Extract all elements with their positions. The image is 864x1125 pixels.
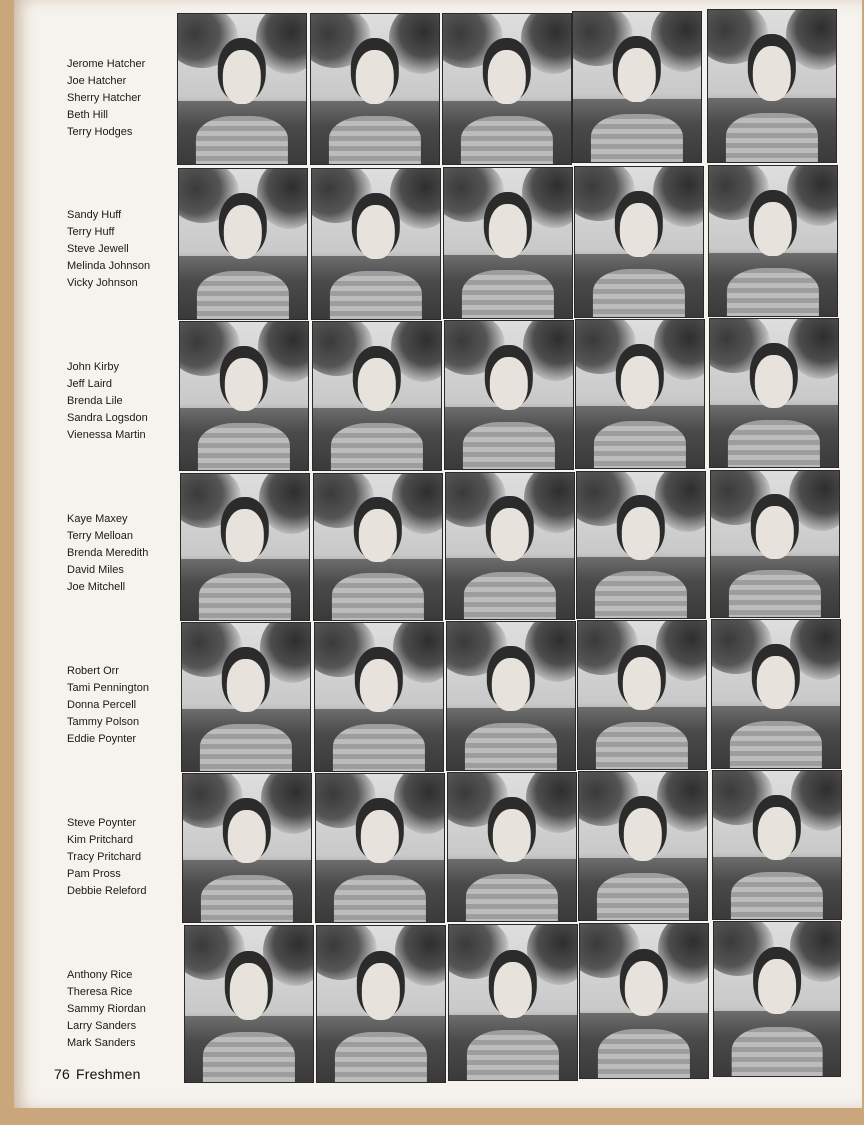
student-portrait bbox=[713, 771, 841, 919]
student-name: John Kirby bbox=[67, 361, 119, 373]
student-name: Steve Jewell bbox=[67, 243, 129, 255]
student-portrait bbox=[443, 14, 571, 164]
student-name: Terry Melloan bbox=[67, 530, 134, 542]
student-portrait bbox=[714, 922, 840, 1076]
student-portrait bbox=[316, 774, 444, 922]
student-portrait bbox=[312, 169, 440, 319]
student-portrait bbox=[578, 621, 706, 769]
student-portrait bbox=[180, 322, 308, 470]
student-portrait bbox=[182, 623, 310, 771]
student-portrait bbox=[576, 320, 704, 468]
student-portrait bbox=[711, 471, 839, 617]
student-name: Donna Percell bbox=[67, 699, 137, 711]
student-portrait bbox=[577, 472, 705, 618]
student-portrait bbox=[445, 321, 573, 469]
student-portrait bbox=[179, 169, 307, 319]
student-portrait bbox=[317, 926, 445, 1082]
student-portrait bbox=[446, 473, 574, 619]
student-name: Sandy Huff bbox=[67, 209, 122, 221]
student-name: Steve Poynter bbox=[67, 817, 137, 829]
student-name: Joe Mitchell bbox=[67, 581, 126, 593]
student-portrait bbox=[178, 14, 306, 164]
student-portrait bbox=[313, 322, 441, 470]
student-name: Tammy Polson bbox=[67, 716, 140, 728]
student-name: Anthony Rice bbox=[67, 969, 133, 981]
student-portrait bbox=[444, 168, 572, 318]
student-name: David Miles bbox=[67, 564, 124, 576]
student-name: Terry Hodges bbox=[67, 126, 133, 138]
student-portrait bbox=[580, 924, 708, 1078]
yearbook-page bbox=[14, 0, 862, 1108]
name-list bbox=[67, 511, 182, 596]
student-portrait bbox=[314, 474, 442, 620]
student-name: Kaye Maxey bbox=[67, 513, 128, 525]
student-name: Sammy Riordan bbox=[67, 1003, 146, 1015]
student-name: Joe Hatcher bbox=[67, 75, 127, 87]
student-portrait bbox=[311, 14, 439, 164]
student-name: Kim Pritchard bbox=[67, 834, 134, 846]
student-portrait bbox=[447, 622, 575, 770]
page-footer bbox=[54, 1066, 141, 1082]
student-name: Jerome Hatcher bbox=[67, 58, 146, 70]
student-name: Eddie Poynter bbox=[67, 733, 137, 745]
student-name: Pam Pross bbox=[67, 868, 121, 880]
student-portrait bbox=[712, 620, 840, 768]
name-list bbox=[67, 56, 182, 141]
student-portrait bbox=[708, 10, 836, 162]
student-name: Sherry Hatcher bbox=[67, 92, 141, 104]
student-name: Brenda Lile bbox=[67, 395, 123, 407]
student-portrait bbox=[575, 167, 703, 317]
student-portrait bbox=[449, 925, 577, 1080]
name-list bbox=[67, 359, 182, 444]
student-name: Tracy Pritchard bbox=[67, 851, 142, 863]
student-name: Terry Huff bbox=[67, 226, 115, 238]
student-name: Debbie Releford bbox=[67, 885, 147, 897]
name-list bbox=[67, 967, 182, 1052]
student-portrait bbox=[710, 319, 838, 467]
student-name: Beth Hill bbox=[67, 109, 108, 121]
student-name: Melinda Johnson bbox=[67, 260, 151, 272]
student-name: Brenda Meredith bbox=[67, 547, 149, 559]
student-name: Mark Sanders bbox=[67, 1037, 136, 1049]
student-portrait bbox=[185, 926, 313, 1082]
student-portrait bbox=[573, 12, 701, 162]
student-portrait bbox=[709, 166, 837, 316]
page-number: 76 bbox=[54, 1066, 70, 1082]
student-name: Vienessa Martin bbox=[67, 429, 146, 441]
name-list bbox=[67, 207, 182, 292]
student-name: Jeff Laird bbox=[67, 378, 113, 390]
student-portrait bbox=[579, 772, 707, 920]
student-name: Vicky Johnson bbox=[67, 277, 138, 289]
student-name: Tami Pennington bbox=[67, 682, 149, 694]
student-name: Sandra Logsdon bbox=[67, 412, 148, 424]
student-portrait bbox=[448, 773, 576, 921]
student-name: Theresa Rice bbox=[67, 986, 133, 998]
student-portrait bbox=[183, 774, 311, 922]
student-portrait bbox=[315, 623, 443, 771]
student-portrait bbox=[181, 474, 309, 620]
student-name: Larry Sanders bbox=[67, 1020, 137, 1032]
name-list bbox=[67, 815, 182, 900]
student-name: Robert Orr bbox=[67, 665, 119, 677]
section-title: Freshmen bbox=[75, 1066, 141, 1082]
name-list bbox=[67, 663, 182, 748]
